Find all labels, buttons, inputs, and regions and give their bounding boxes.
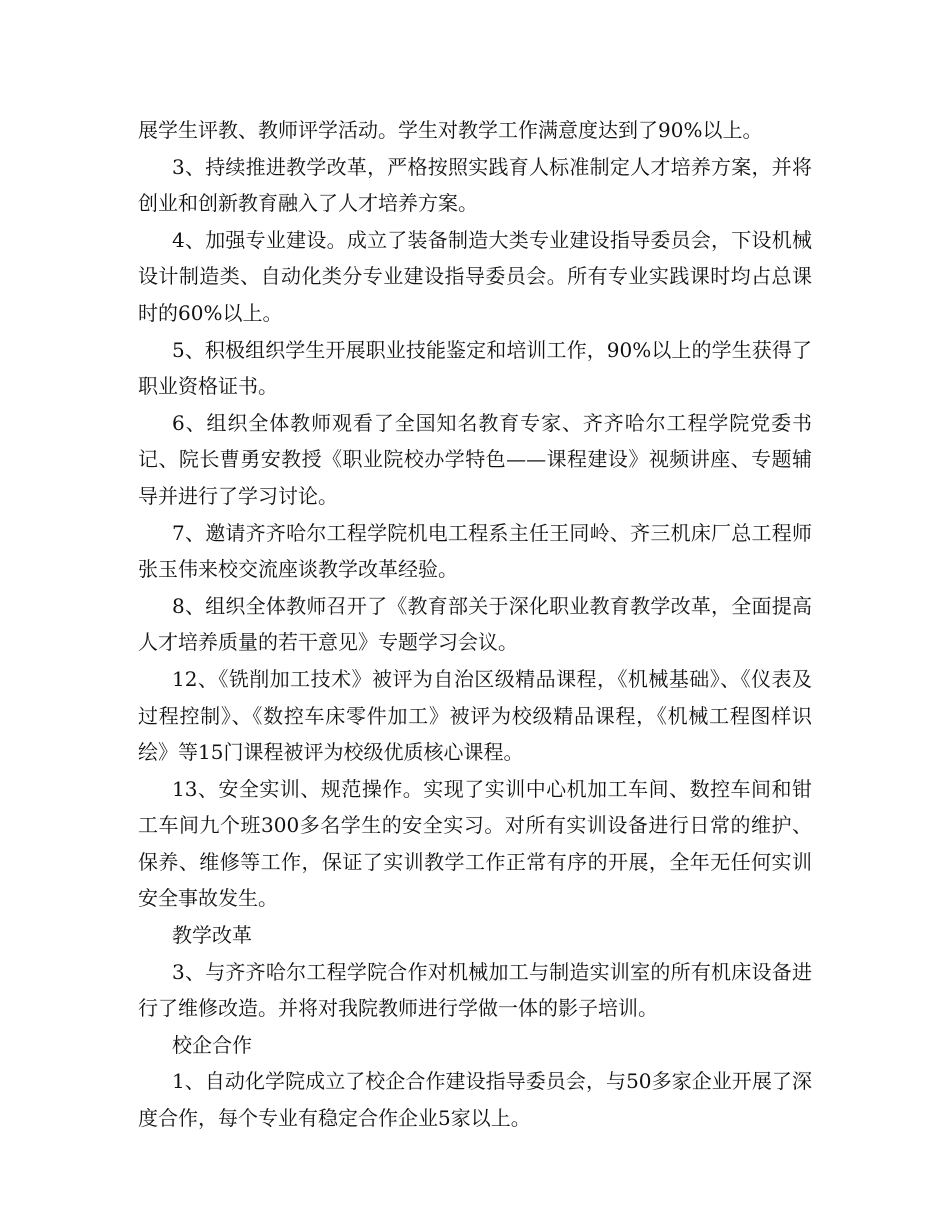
paragraph-reform-item-3: 3、与齐齐哈尔工程学院合作对机械加工与制造实训室的所有机床设备进行了维修改造。并将对我院教师进行学做一体的影子培训。 (138, 959, 812, 1021)
paragraph-item-4-major-construction: 4、加强专业建设。成立了装备制造大类专业建设指导委员会，下设机械设计制造类、自动化类分专业建设指导委员会。所有专业实践课时均占总课时的60%以上。 (138, 227, 812, 325)
paragraph-item-13-safety-training: 13、安全实训、规范操作。实现了实训中心机加工车间、数控车间和钳工车间九个班300多名学生的安全实习。对所有实训设备进行日常的维护、保养、维修等工作，保证了实训教学工作正常有序的开展，全年无任何实训安全事故发生。 (138, 776, 812, 911)
section-heading-teaching-reform: 教学改革 (172, 923, 252, 948)
paragraph-item-3-teaching-reform: 3、持续推进教学改革，严格按照实践育人标准制定人才培养方案，并将创业和创新教育融入了人才培养方案。 (138, 154, 812, 216)
paragraph-item-7-invitation: 7、邀请齐齐哈尔工程学院机电工程系主任王同岭、齐三机床厂总工程师张玉伟来校交流座谈教学改革经验。 (138, 520, 812, 582)
section-heading-school-enterprise: 校企合作 (172, 1032, 252, 1057)
paragraph-item-6-lecture: 6、组织全体教师观看了全国知名教育专家、齐齐哈尔工程学院党委书记、院长曹勇安教授《职业院校办学特色——课程建设》视频讲座、专题辅导并进行了学习讨论。 (138, 410, 812, 508)
paragraph-item-8-study-meeting: 8、组织全体教师召开了《教育部关于深化职业教育教学改革，全面提高人才培养质量的若干意见》专题学习会议。 (138, 593, 812, 655)
paragraph-continuation: 展学生评教、教师评学活动。学生对教学工作满意度达到了90%以上。 (138, 118, 763, 142)
paragraph-item-5-skill-certification: 5、积极组织学生开展职业技能鉴定和培训工作，90%以上的学生获得了职业资格证书。 (138, 337, 812, 399)
paragraph-cooperation-item-1: 1、自动化学院成立了校企合作建设指导委员会，与50多家企业开展了深度合作，每个专业有稳定合作企业5家以上。 (138, 1069, 812, 1131)
paragraph-item-12-courses: 12、《铣削加工技术》被评为自治区级精品课程，《机械基础》、《仪表及过程控制》、《数控车床零件加工》被评为校级精品课程，《机械工程图样识绘》等15门课程被评为校级优质核心课程。 (138, 666, 812, 765)
